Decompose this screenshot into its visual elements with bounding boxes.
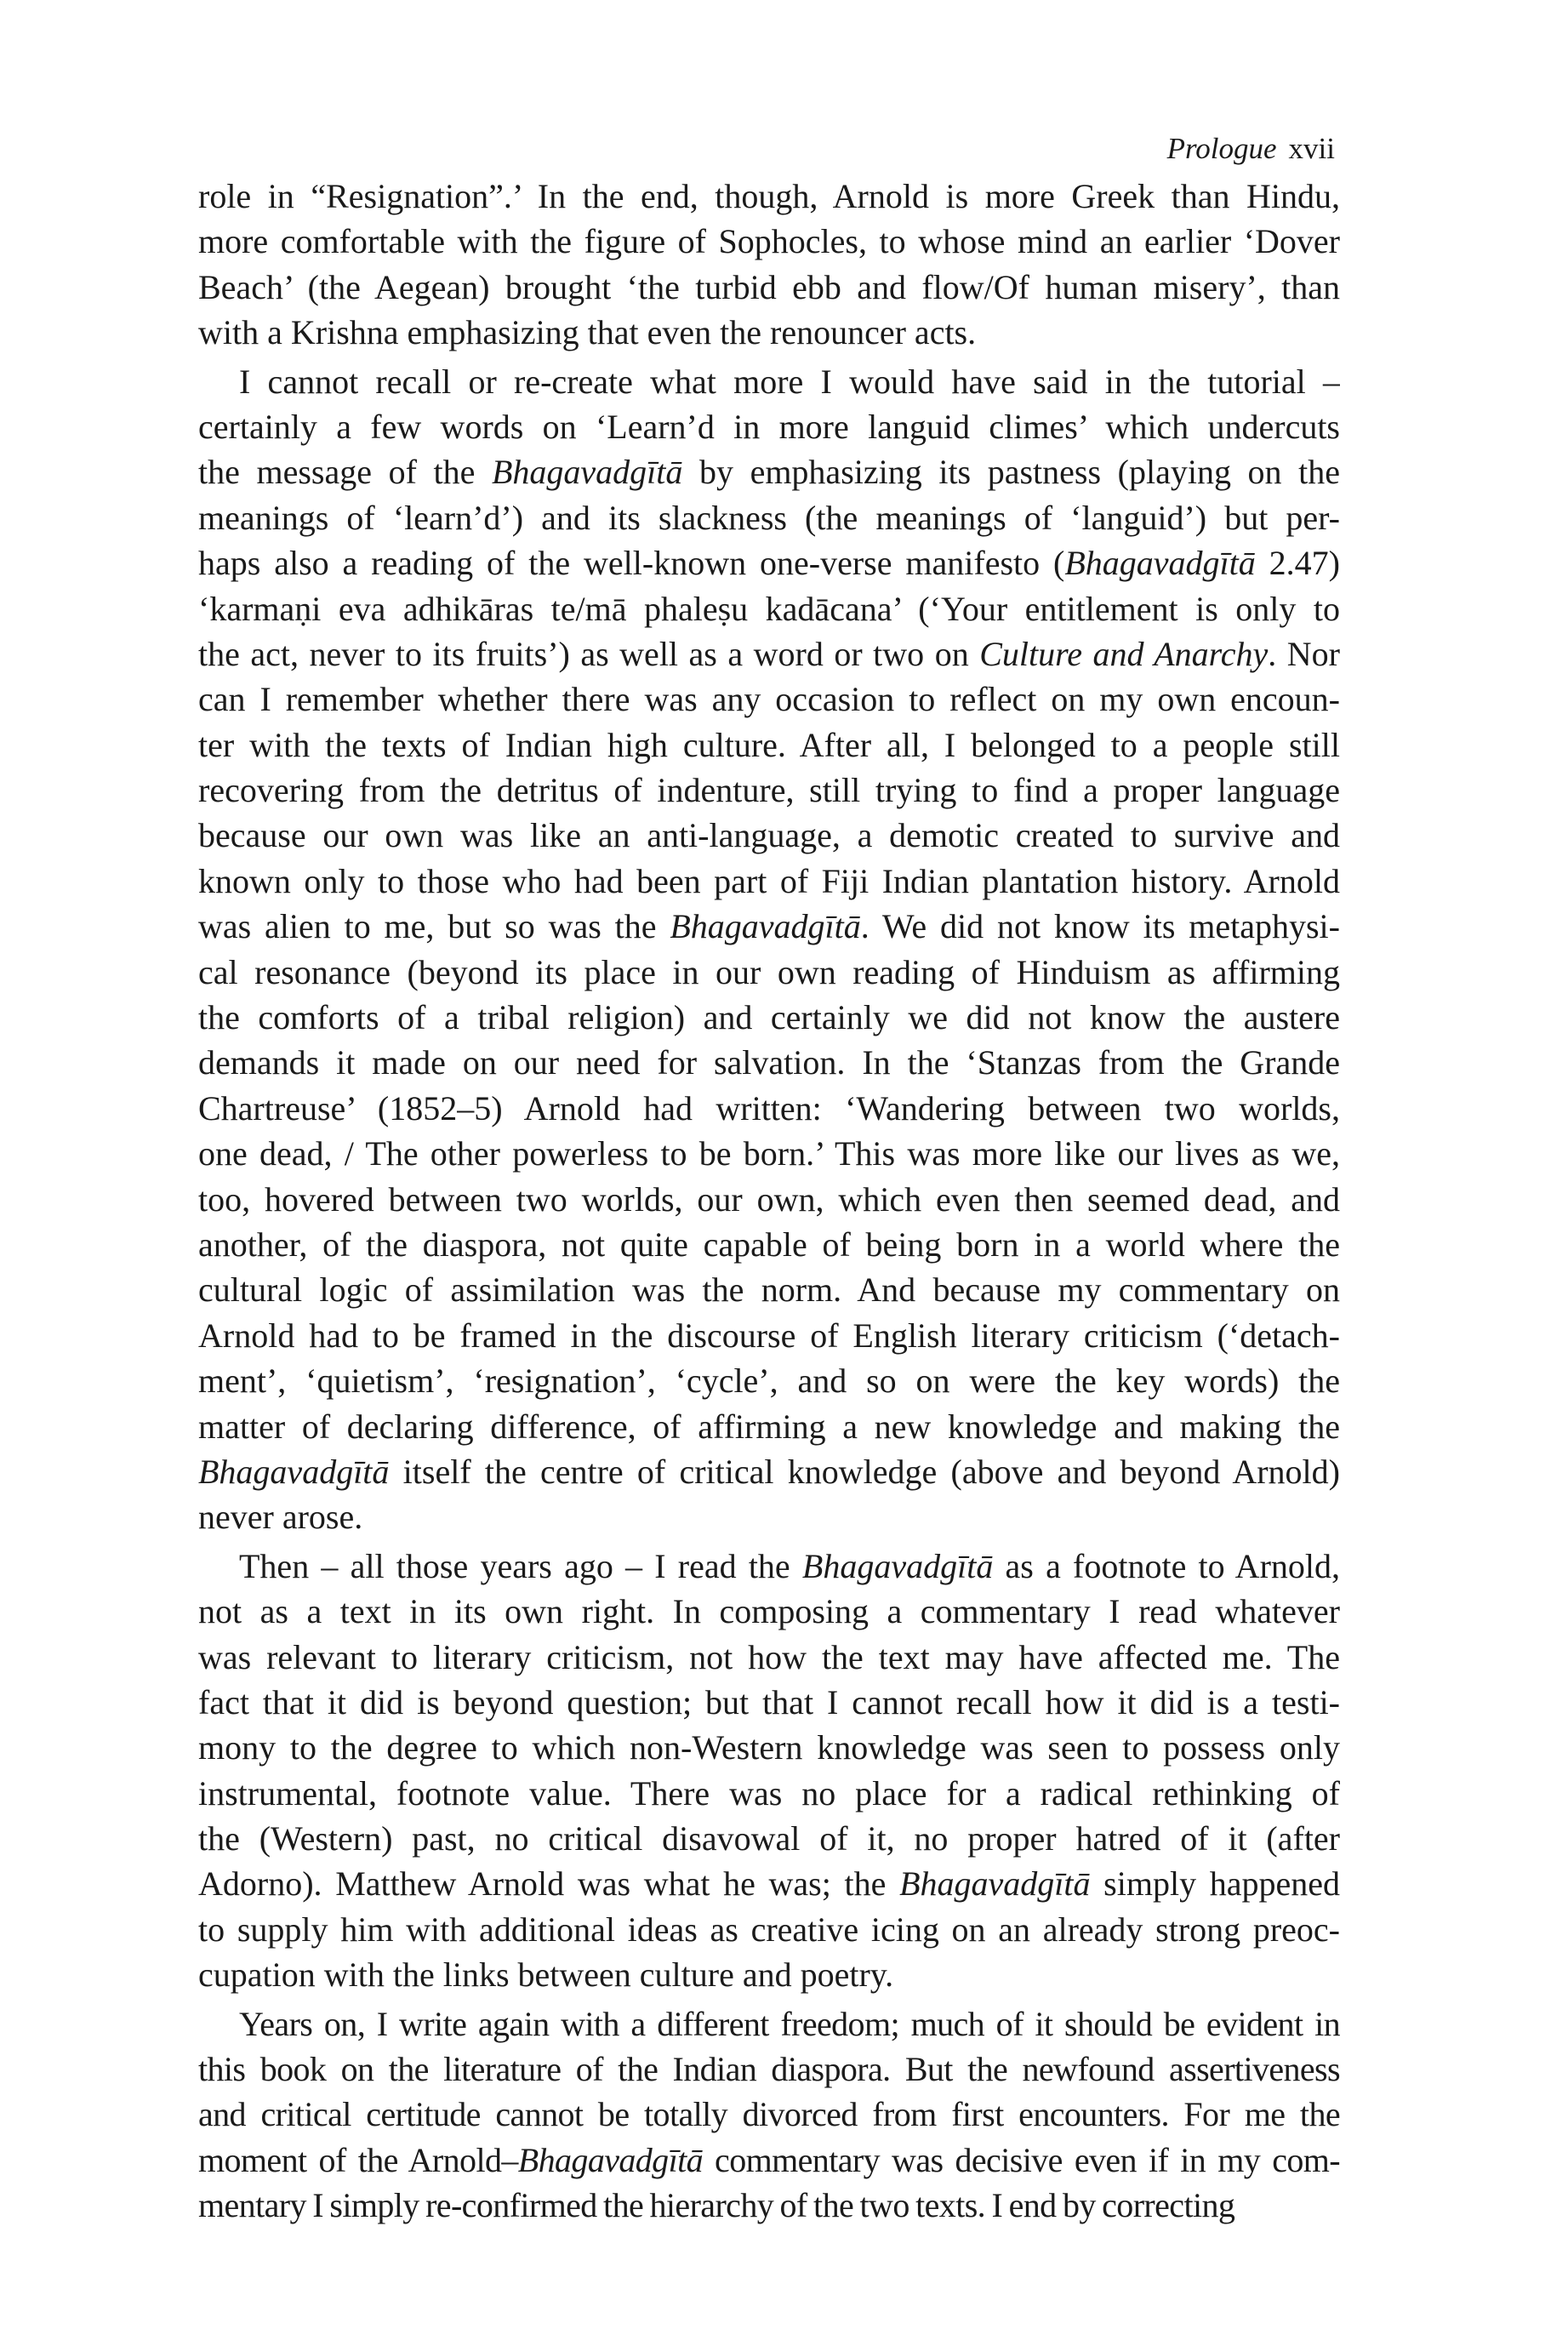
text-line: was alien to me, but so was the Bhagavadgītā. We did not know its metaphysi- — [198, 907, 1340, 946]
text-line: role in “Resignation”.’ In the end, though, Arnold is more Greek than Hindu, — [198, 177, 1340, 215]
text-line: more comfortable with the figure of Sophocles, to whose mind an earlier ‘Dover — [198, 222, 1340, 261]
text-line: moment of the Arnold–Bhagavadgītā commentary was decisive even if in my com- — [198, 2140, 1340, 2179]
text-line: instrumental, footnote value. There was no place for a radical rethinking of — [198, 1773, 1340, 1813]
body-text — [198, 174, 1340, 2229]
text-line: matter of declaring difference, of affirming a new knowledge and making the — [198, 1407, 1340, 1446]
text-line: with a Krishna emphasizing that even the renouncer acts. — [198, 313, 977, 352]
text-line: the message of the Bhagavadgītā by emphasizing its pastness (playing on the — [198, 453, 1340, 492]
text-line: Bhagavadgītā itself the centre of critical knowledge (above and beyond Arnold) — [198, 1452, 1340, 1491]
text-line: demands it made on our need for salvation. In the ‘Stanzas from the Grande — [198, 1043, 1340, 1082]
text-line: was relevant to literary criticism, not how the text may have affected me. The — [198, 1637, 1340, 1676]
paragraph — [198, 174, 1340, 356]
text-line: fact that it did is beyond question; but that I cannot recall how it did is a testi- — [198, 1682, 1340, 1721]
text-line: Adorno). Matthew Arnold was what he was; the Bhagavadgītā simply happened — [198, 1864, 1340, 1904]
paragraph — [198, 1544, 1340, 1998]
text-line: haps also a reading of the well-known one-verse manifesto (Bhagavadgītā 2.47) — [198, 544, 1340, 583]
text-line: to supply him with additional ideas as creative icing on an already strong preoc- — [198, 1910, 1340, 1949]
paragraph — [198, 2001, 1340, 2229]
text-line: too, hovered between two worlds, our own, which even then seemed dead, and — [198, 1179, 1340, 1219]
text-line: this book on the literature of the Indian diaspora. But the newfound assertiveness — [198, 2050, 1340, 2089]
text-line: mentary I simply re-confirmed the hierarchy of the two texts. I end by correcting — [198, 2186, 1235, 2225]
text-line: certainly a few words on ‘Learn’d in more languid climes’ which undercuts — [198, 407, 1340, 446]
text-line: the act, never to its fruits’) as well as a word or two on Culture and Anarchy. Nor — [198, 634, 1340, 673]
text-line: Arnold had to be framed in the discourse of English literary criticism (‘detach- — [198, 1316, 1340, 1355]
text-line: the (Western) past, no critical disavowal of it, no proper hatred of it (after — [198, 1819, 1340, 1858]
text-line: Years on, I write again with a different freedom; much of it should be evident in — [239, 2004, 1340, 2043]
running-head — [198, 128, 1335, 170]
text-line: the comforts of a tribal religion) and certainly we did not know the austere — [198, 998, 1340, 1037]
text-line: Beach’ (the Aegean) brought ‘the turbid ebb and flow/Of human misery’, than — [198, 267, 1340, 306]
text-line: ment’, ‘quietism’, ‘resignation’, ‘cycle’, and so on were the key words) the — [198, 1362, 1340, 1401]
text-line: one dead, / The other powerless to be born.’ This was more like our lives as we, — [198, 1134, 1340, 1173]
text-line: known only to those who had been part of Fiji Indian plantation history. Arnold — [198, 861, 1340, 900]
text-line: Then – all those years ago – I read the Bhagavadgītā as a footnote to Arnold, — [239, 1546, 1340, 1585]
paragraph — [198, 359, 1340, 1540]
text-line: ter with the texts of Indian high culture. After all, I belonged to a people still — [198, 725, 1340, 764]
text-line: mony to the degree to which non-Western knowledge was seen to possess only — [198, 1728, 1340, 1767]
text-line: meanings of ‘learn’d’) and its slackness (the meanings of ‘languid’) but per- — [198, 498, 1340, 537]
running-head-title: Prologue — [1166, 132, 1277, 165]
book-page — [198, 128, 1340, 2229]
text-line: cal resonance (beyond its place in our own reading of Hinduism as affirming — [198, 952, 1340, 991]
text-line: another, of the diaspora, not quite capable of being born in a world where the — [198, 1225, 1340, 1264]
text-line: because our own was like an anti-language, a demotic created to survive and — [198, 816, 1340, 855]
text-line: and critical certitude cannot be totally divorced from first encounters. For me the — [198, 2095, 1340, 2134]
text-line: ‘karmaṇi eva adhikāras te/mā phaleṣu kadācana’ (‘Your entitlement is only to — [198, 589, 1340, 628]
text-line: recovering from the detritus of indenture, still trying to find a proper language — [198, 771, 1340, 810]
text-line: Chartreuse’ (1852–5) Arnold had written: ‘Wandering between two worlds, — [198, 1088, 1340, 1127]
text-line: cultural logic of assimilation was the norm. And because my commentary on — [198, 1270, 1340, 1310]
text-line: not as a text in its own right. In composing a commentary I read whatever — [198, 1592, 1340, 1631]
page-number: xvii — [1288, 132, 1335, 165]
text-line: I cannot recall or re-create what more I would have said in the tutorial – — [239, 362, 1340, 401]
text-line: can I remember whether there was any occasion to reflect on my own encoun- — [198, 680, 1340, 719]
text-line: cupation with the links between culture and poetry. — [198, 1955, 894, 1995]
text-line: never arose. — [198, 1498, 363, 1537]
